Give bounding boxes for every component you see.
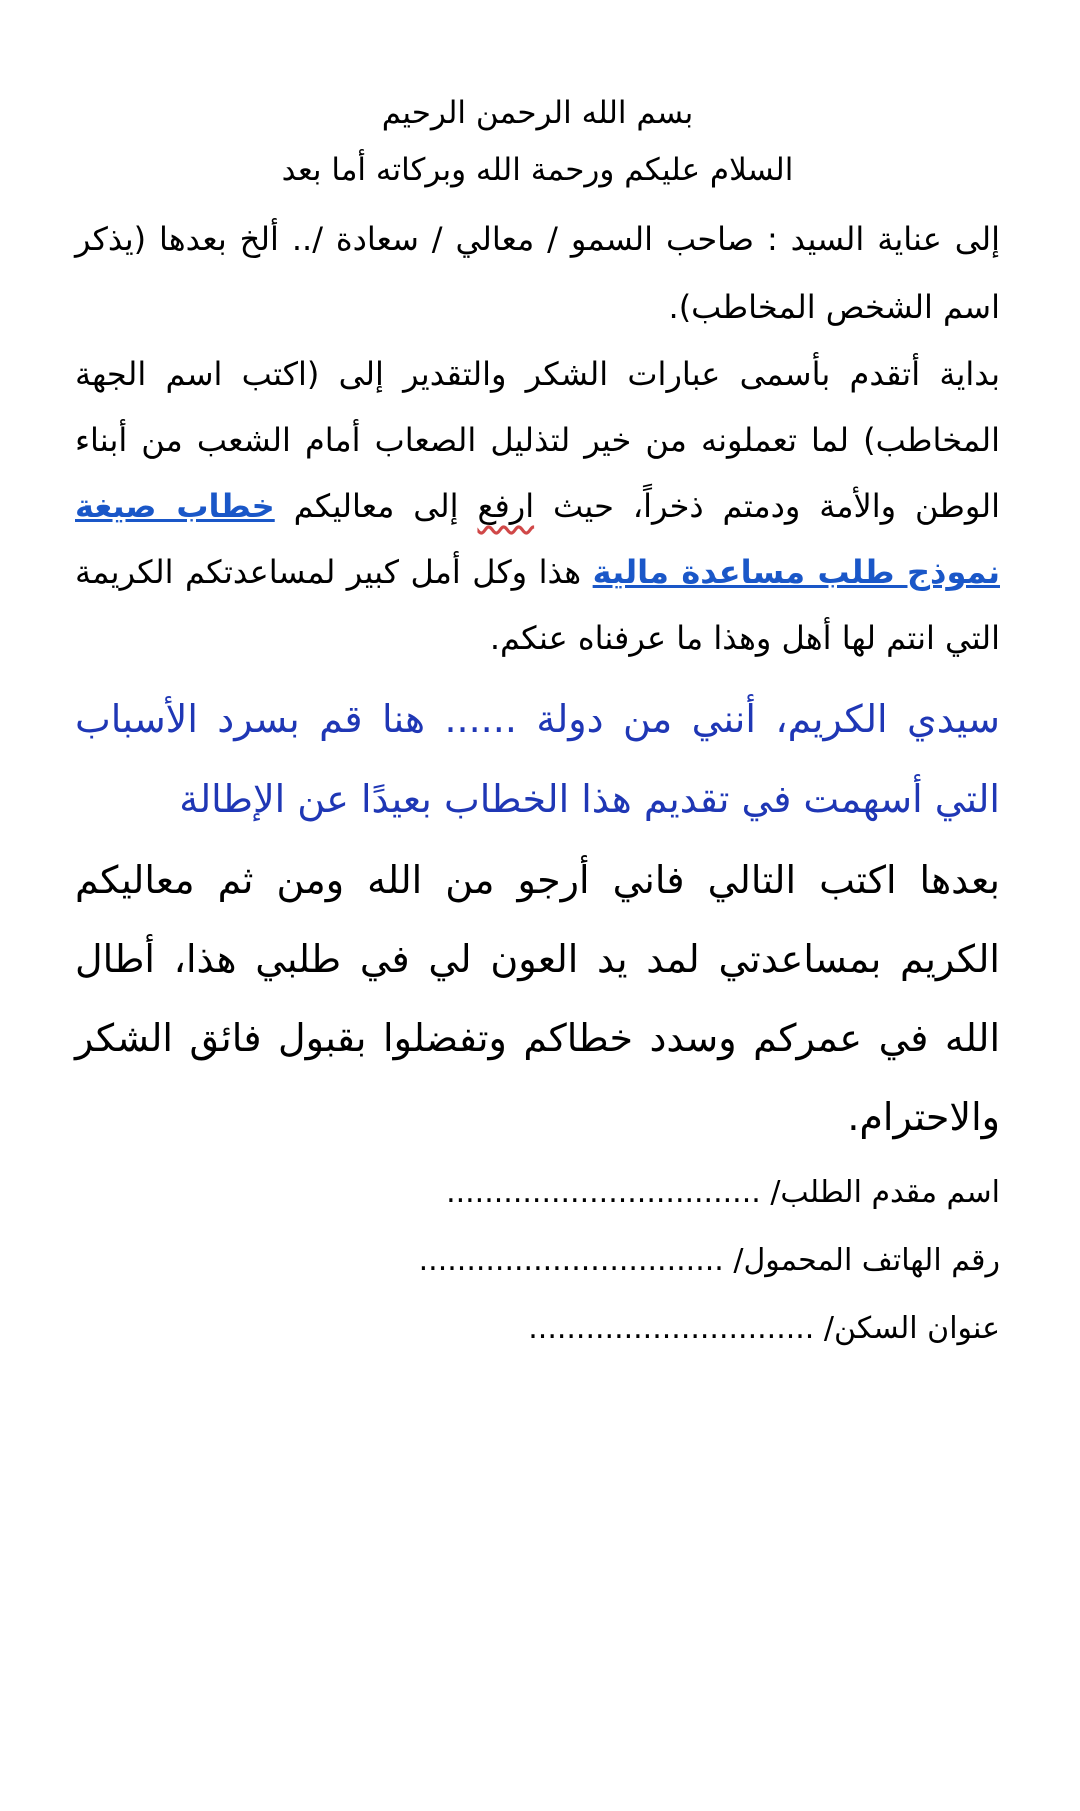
- residence-address-field: [75, 1295, 1000, 1363]
- template-link[interactable]: خطاب صيغة نموذج طلب مساعدة مالية: [75, 487, 1000, 592]
- mobile-phone-label: رقم الهاتف المحمول/: [733, 1243, 1000, 1279]
- basmala: بسم الله الرحمن الرحيم: [381, 95, 694, 131]
- reasons-paragraph: سيدي الكريم، أنني من دولة ...... هنا قم بسرد الأسباب التي أسهمت في تقديم هذا الخطاب بعيدًا عن الإطالة: [75, 697, 1000, 822]
- residence-address-label: عنوان السكن/: [823, 1311, 1000, 1347]
- closing-paragraph: بعدها اكتب التالي فاني أرجو من الله ومن ثم معاليكم الكريم بمساعدتي لمد يد العون لي في طلبي هذا، أطال الله في عمركم وسدد خطاكم وتفضلوا بقبول فائق الشكر والاحترام.: [75, 858, 1000, 1140]
- applicant-name-field: [75, 1159, 1000, 1227]
- residence-address-dots: ..............................: [528, 1311, 815, 1347]
- intro-text-3: هذا وكل أمل كبير لمساعدتكم الكريمة التي انتم لها أهل وهذا ما عرفناه عنكم.: [75, 553, 1000, 658]
- intro-text-1: بداية أتقدم بأسمى عبارات الشكر والتقدير إلى (اكتب اسم الجهة المخاطب) لما تعملونه من خير لتذليل الصعاب أمام الشعب من أبناء الوطن والأمة ودمتم ذخراً، حيث: [75, 355, 1001, 526]
- intro-text-2: إلى معاليكم: [274, 487, 478, 526]
- address-paragraph: إلى عناية السيد : صاحب السمو / معالي / سعادة /.. ألخ بعدها (يذكر اسم الشخص المخاطب).: [75, 220, 1000, 327]
- applicant-name-label: اسم مقدم الطلب/: [770, 1175, 1000, 1211]
- spellcheck-word: ارفع: [477, 487, 535, 526]
- applicant-name-dots: .................................: [446, 1175, 761, 1211]
- applicant-form: [75, 1159, 1000, 1363]
- mobile-phone-dots: ................................: [418, 1243, 724, 1279]
- intro-paragraph: [75, 341, 1000, 671]
- mobile-phone-field: [75, 1227, 1000, 1295]
- greeting: السلام عليكم ورحمة الله وبركاته أما بعد: [281, 152, 794, 189]
